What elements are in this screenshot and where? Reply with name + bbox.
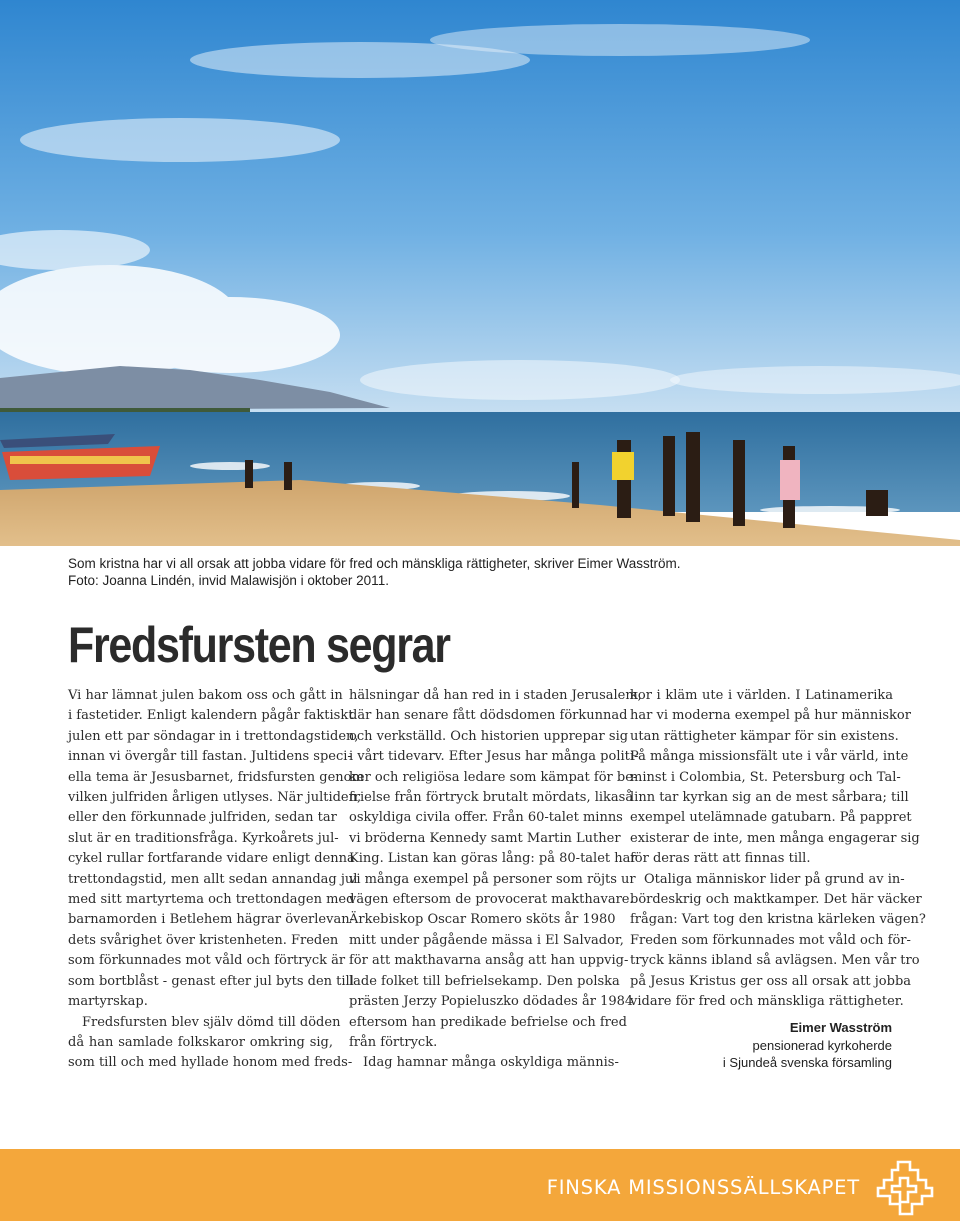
- text-line: vilken julfriden årligen utlyses. När jultiden,: [68, 790, 362, 806]
- text-line: Freden som förkunnades mot våld och för-: [630, 932, 911, 948]
- text-line: dets svårighet över kristenheten. Freden: [68, 932, 339, 948]
- text-line: Otaliga människor lider på grund av in-: [644, 871, 905, 887]
- text-line: barnamorden i Betlehem hägrar överlevan-: [68, 912, 354, 928]
- text-line: På många missionsfält ute i vår värld, inte: [630, 749, 909, 765]
- text-line: tryck känns ibland så avlägsen. Men vår tro: [630, 953, 920, 969]
- text-line: kor i kläm ute i världen. I Latinamerika: [630, 688, 893, 703]
- text-line: i fastetider. Enligt kalendern pågår faktiskt: [68, 708, 354, 724]
- text-line: slut är en traditionsfråga. Kyrkoårets jul-: [68, 830, 339, 846]
- text-line: med sitt martyrtema och trettondagen med: [68, 892, 355, 908]
- text-line: utan rättigheter kämpar för sin existens.: [630, 728, 899, 744]
- text-line: Vi har lämnat julen bakom oss och gått in: [68, 688, 343, 703]
- text-line: bördeskrig och maktkamper. Det här väcker: [630, 892, 922, 908]
- text-line: trettondagstid, men allt sedan annandag jul: [68, 871, 358, 887]
- text-line: i vårt tidevarv. Efter Jesus har många politi-: [349, 749, 639, 765]
- text-line: prästen Jerzy Popieluszko dödades år 1984: [349, 994, 634, 1010]
- text-line: oskyldiga civila offer. Från 60-talet minns: [349, 810, 623, 826]
- brand-name: FINSKA MISSIONSSÄLLSKAPET: [546, 1176, 860, 1199]
- text-line: vi många exempel på personer som röjts ur: [349, 871, 636, 887]
- article-column-3: [630, 686, 926, 1013]
- text-line: som bortblåst - genast efter jul byts den till: [68, 973, 354, 989]
- text-line: då han samlade folkskaror omkring sig,: [68, 1034, 333, 1050]
- text-line: hälsningar då han red in i staden Jerusalem,: [349, 688, 642, 703]
- author-parish: i Sjundeå svenska församling: [722, 1055, 892, 1070]
- text-line: exempel utelämnade gatubarn. På pappret: [630, 810, 912, 826]
- text-line: som till och med hyllade honom med freds-: [68, 1055, 353, 1071]
- caption-credit: Foto: Joanna Lindén, invid Malawisjön i oktober 2011.: [68, 573, 389, 588]
- text-line: eftersom han predikade befrielse och fred: [349, 1014, 627, 1030]
- text-line: ella tema är Jesusbarnet, fridsfursten genom: [68, 769, 364, 785]
- text-line: frielse från förtryck brutalt mördats, likaså: [349, 790, 634, 806]
- author-title: pensionerad kyrkoherde: [752, 1037, 892, 1053]
- text-line: King. Listan kan göras lång: på 80-talet har: [349, 851, 637, 867]
- text-line: ker och religiösa ledare som kämpat för be-: [349, 769, 638, 785]
- text-line: vägen eftersom de provocerat makthavare.: [349, 892, 634, 908]
- text-line: har vi moderna exempel på hur människor: [630, 708, 911, 724]
- author-signature: [600, 1019, 892, 1072]
- text-line: för att makthavarna ansåg att han uppvig-: [349, 953, 629, 969]
- text-line: Ärkebiskop Oscar Romero sköts år 1980: [349, 912, 616, 928]
- text-line: cykel rullar fortfarande vidare enligt denna: [68, 851, 355, 867]
- article-column-1: [68, 686, 364, 1074]
- cross-icon: [874, 1160, 934, 1216]
- text-line: Idag hamnar många oskyldiga männis-: [363, 1055, 619, 1071]
- footer-band: [0, 1149, 960, 1221]
- text-line: där han senare fått dödsdomen förkunnad: [349, 708, 628, 724]
- text-line: martyrskap.: [68, 994, 148, 1010]
- text-line: mitt under pågående mässa i El Salvador,: [349, 932, 624, 948]
- text-line: Fredsfursten blev själv dömd till döden: [82, 1014, 341, 1030]
- text-line: och verkställd. Och historien upprepar sig: [349, 728, 629, 744]
- text-line: innan vi övergår till fastan. Jultidens speci-: [68, 749, 352, 765]
- article-headline: Fredsfursten segrar: [68, 617, 450, 673]
- text-line: julen ett par söndagar in i trettondagstiden,: [68, 728, 359, 744]
- author-name: Eimer Wasström: [789, 1020, 892, 1035]
- text-line: som förkunnades mot våld och förtryck är: [68, 953, 346, 969]
- text-line: på Jesus Kristus ger oss all orsak att jobba: [630, 973, 912, 989]
- photo-caption: [68, 555, 928, 589]
- text-line: lade folket till befrielsekamp. Den polska: [349, 973, 620, 989]
- text-line: för deras rätt att finnas till.: [630, 851, 811, 867]
- hero-photo: [0, 0, 960, 546]
- article-column-2: [349, 686, 642, 1074]
- text-line: från förtryck.: [349, 1034, 438, 1050]
- text-line: minst i Colombia, St. Petersburg och Tal-: [630, 769, 901, 785]
- text-line: vidare för fred och mänskliga rättigheter.: [630, 994, 904, 1010]
- text-line: eller den förkunnade julfriden, sedan tar: [68, 810, 337, 826]
- text-line: vi bröderna Kennedy samt Martin Luther: [349, 830, 621, 846]
- text-line: linn tar kyrkan sig an de mest sårbara; till: [630, 790, 909, 806]
- text-line: frågan: Vart tog den kristna kärleken vägen?: [630, 912, 926, 928]
- caption-line: Som kristna har vi all orsak att jobba vidare för fred och mänskliga rättigheter, skriver Eimer Wasström.: [68, 556, 681, 571]
- text-line: existerar de inte, men många engagerar sig: [630, 830, 920, 846]
